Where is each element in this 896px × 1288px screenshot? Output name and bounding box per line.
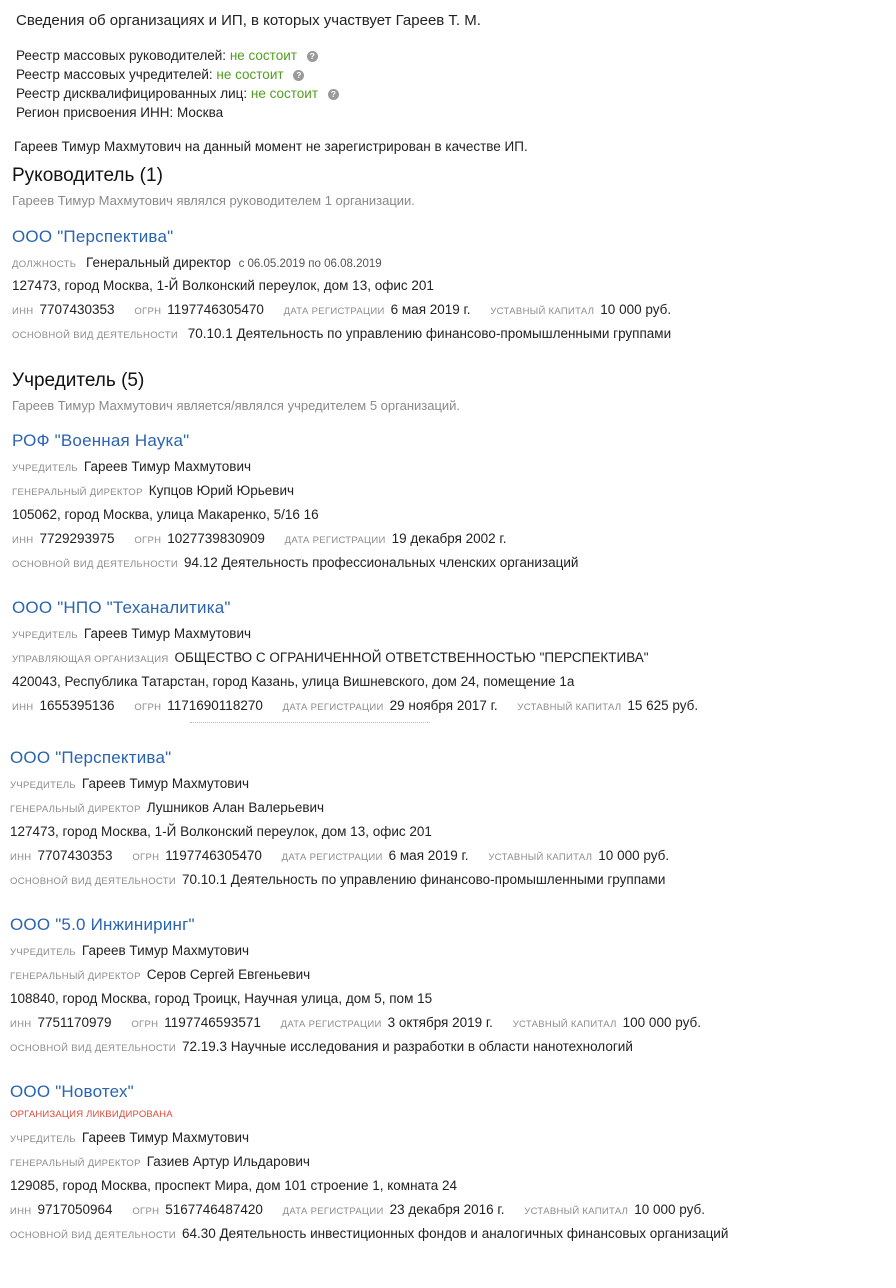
director-row: ГЕНЕРАЛЬНЫЙ ДИРЕКТОР Серов Сергей Евгеньевич	[10, 967, 311, 982]
activity-row: ОСНОВНОЙ ВИД ДЕЯТЕЛЬНОСТИ 72.19.3 Научные исследования и разработки в области нанотехнологий	[10, 1039, 633, 1054]
address: 105062, город Москва, улица Макаренко, 5/16 16	[12, 507, 319, 522]
ip-note: Гареев Тимур Махмутович на данный момент не зарегистрирован в качестве ИП.	[14, 139, 528, 154]
registry-mass-founders: Реестр массовых учредителей: не состоит ?	[16, 65, 304, 84]
help-icon[interactable]: ?	[293, 70, 304, 81]
inn-region: Регион присвоения ИНН: Москва	[16, 105, 224, 120]
address: 129085, город Москва, проспект Мира, дом 101 строение 1, комната 24	[10, 1178, 458, 1193]
founder-subtitle: Гареев Тимур Махмутович является/являлся учредителем 5 организаций.	[12, 398, 461, 413]
registration-row: ИНН 1655395136 ОГРН 1171690118270 ДАТА РЕГИСТРАЦИИ 29 ноября 2017 г. УСТАВНЫЙ КАПИТАЛ 15 625 руб.	[12, 698, 699, 713]
position-row: ДОЛЖНОСТЬ Генеральный директор с 06.05.2019 по 06.08.2019	[12, 255, 382, 270]
registry-disqualified: Реестр дисквалифицированных лиц: не состоит ?	[16, 84, 339, 103]
org-link[interactable]: ООО "5.0 Инжиниринг"	[10, 915, 195, 934]
registration-row: ИНН 7707430353 ОГРН 1197746305470 ДАТА РЕГИСТРАЦИИ 6 мая 2019 г. УСТАВНЫЙ КАПИТАЛ 10 000 руб.	[10, 848, 670, 863]
founder-row: УЧРЕДИТЕЛЬ Гареев Тимур Махмутович	[10, 776, 250, 791]
registry-mass-directors: Реестр массовых руководителей: не состоит ?	[16, 46, 318, 65]
registration-row: ИНН 9717050964 ОГРН 5167746487420 ДАТА РЕГИСТРАЦИИ 23 декабря 2016 г. УСТАВНЫЙ КАПИТАЛ 10 000 руб.	[10, 1202, 705, 1217]
director-row: ГЕНЕРАЛЬНЫЙ ДИРЕКТОР Лушников Алан Валерьевич	[10, 800, 325, 815]
registration-row: ИНН 7707430353 ОГРН 1197746305470 ДАТА РЕГИСТРАЦИИ 6 мая 2019 г. УСТАВНЫЙ КАПИТАЛ 10 000 руб.	[12, 302, 672, 317]
director-row: ГЕНЕРАЛЬНЫЙ ДИРЕКТОР Купцов Юрий Юрьевич	[12, 483, 295, 498]
org-link[interactable]: РОФ "Военная Наука"	[12, 431, 190, 450]
truncated-line	[190, 722, 430, 727]
founder-row: УЧРЕДИТЕЛЬ Гареев Тимур Махмутович	[12, 459, 252, 474]
org-link[interactable]: ООО "Новотех"	[10, 1082, 134, 1101]
address: 108840, город Москва, город Троицк, Научная улица, дом 5, пом 15	[10, 991, 433, 1006]
founder-heading: Учредитель (5)	[12, 370, 145, 391]
director-subtitle: Гареев Тимур Махмутович являлся руководителем 1 организации.	[12, 193, 415, 208]
registry-status: не состоит	[229, 48, 297, 63]
address: 420043, Республика Татарстан, город Казань, улица Вишневского, дом 24, помещение 1а	[12, 674, 575, 689]
liquidated-badge: ОРГАНИЗАЦИЯ ЛИКВИДИРОВАНА	[10, 1109, 173, 1120]
registration-row: ИНН 7729293975 ОГРН 1027739830909 ДАТА РЕГИСТРАЦИИ 19 декабря 2002 г.	[12, 531, 507, 546]
registry-status: не состоит	[216, 67, 284, 82]
founder-row: УЧРЕДИТЕЛЬ Гареев Тимур Махмутович	[12, 626, 252, 641]
activity-row: ОСНОВНОЙ ВИД ДЕЯТЕЛЬНОСТИ 94.12 Деятельность профессиональных членских организаций	[12, 555, 579, 570]
org-link[interactable]: ООО "Перспектива"	[12, 227, 174, 246]
org-link[interactable]: ООО "НПО "Теханалитика"	[12, 598, 231, 617]
managing-org-row: УПРАВЛЯЮЩАЯ ОРГАНИЗАЦИЯ ОБЩЕСТВО С ОГРАНИЧЕННОЙ ОТВЕТСТВЕННОСТЬЮ "ПЕРСПЕКТИВА"	[12, 650, 649, 665]
address: 127473, город Москва, 1-Й Волконский переулок, дом 13, офис 201	[12, 278, 434, 293]
page-title: Сведения об организациях и ИП, в которых участвует Гареев Т. М.	[16, 12, 481, 29]
director-heading: Руководитель (1)	[12, 165, 163, 186]
org-link[interactable]: ООО "Перспектива"	[10, 748, 172, 767]
address: 127473, город Москва, 1-Й Волконский переулок, дом 13, офис 201	[10, 824, 432, 839]
registration-row: ИНН 7751170979 ОГРН 1197746593571 ДАТА РЕГИСТРАЦИИ 3 октября 2019 г. УСТАВНЫЙ КАПИТАЛ 100 000 руб.	[10, 1015, 701, 1030]
director-row: ГЕНЕРАЛЬНЫЙ ДИРЕКТОР Газиев Артур Ильдарович	[10, 1154, 310, 1169]
registry-status: не состоит	[250, 86, 319, 101]
activity-row: ОСНОВНОЙ ВИД ДЕЯТЕЛЬНОСТИ 70.10.1 Деятельность по управлению финансово-промышленными группами	[12, 326, 672, 341]
activity-row: ОСНОВНОЙ ВИД ДЕЯТЕЛЬНОСТИ 70.10.1 Деятельность по управлению финансово-промышленными группами	[10, 872, 666, 887]
activity-row: ОСНОВНОЙ ВИД ДЕЯТЕЛЬНОСТИ 64.30 Деятельность инвестиционных фондов и аналогичных финансовых организаций	[10, 1226, 729, 1241]
founder-row: УЧРЕДИТЕЛЬ Гареев Тимур Махмутович	[10, 1130, 250, 1145]
help-icon[interactable]: ?	[328, 89, 339, 100]
help-icon[interactable]: ?	[307, 51, 318, 62]
founder-row: УЧРЕДИТЕЛЬ Гареев Тимур Махмутович	[10, 943, 250, 958]
